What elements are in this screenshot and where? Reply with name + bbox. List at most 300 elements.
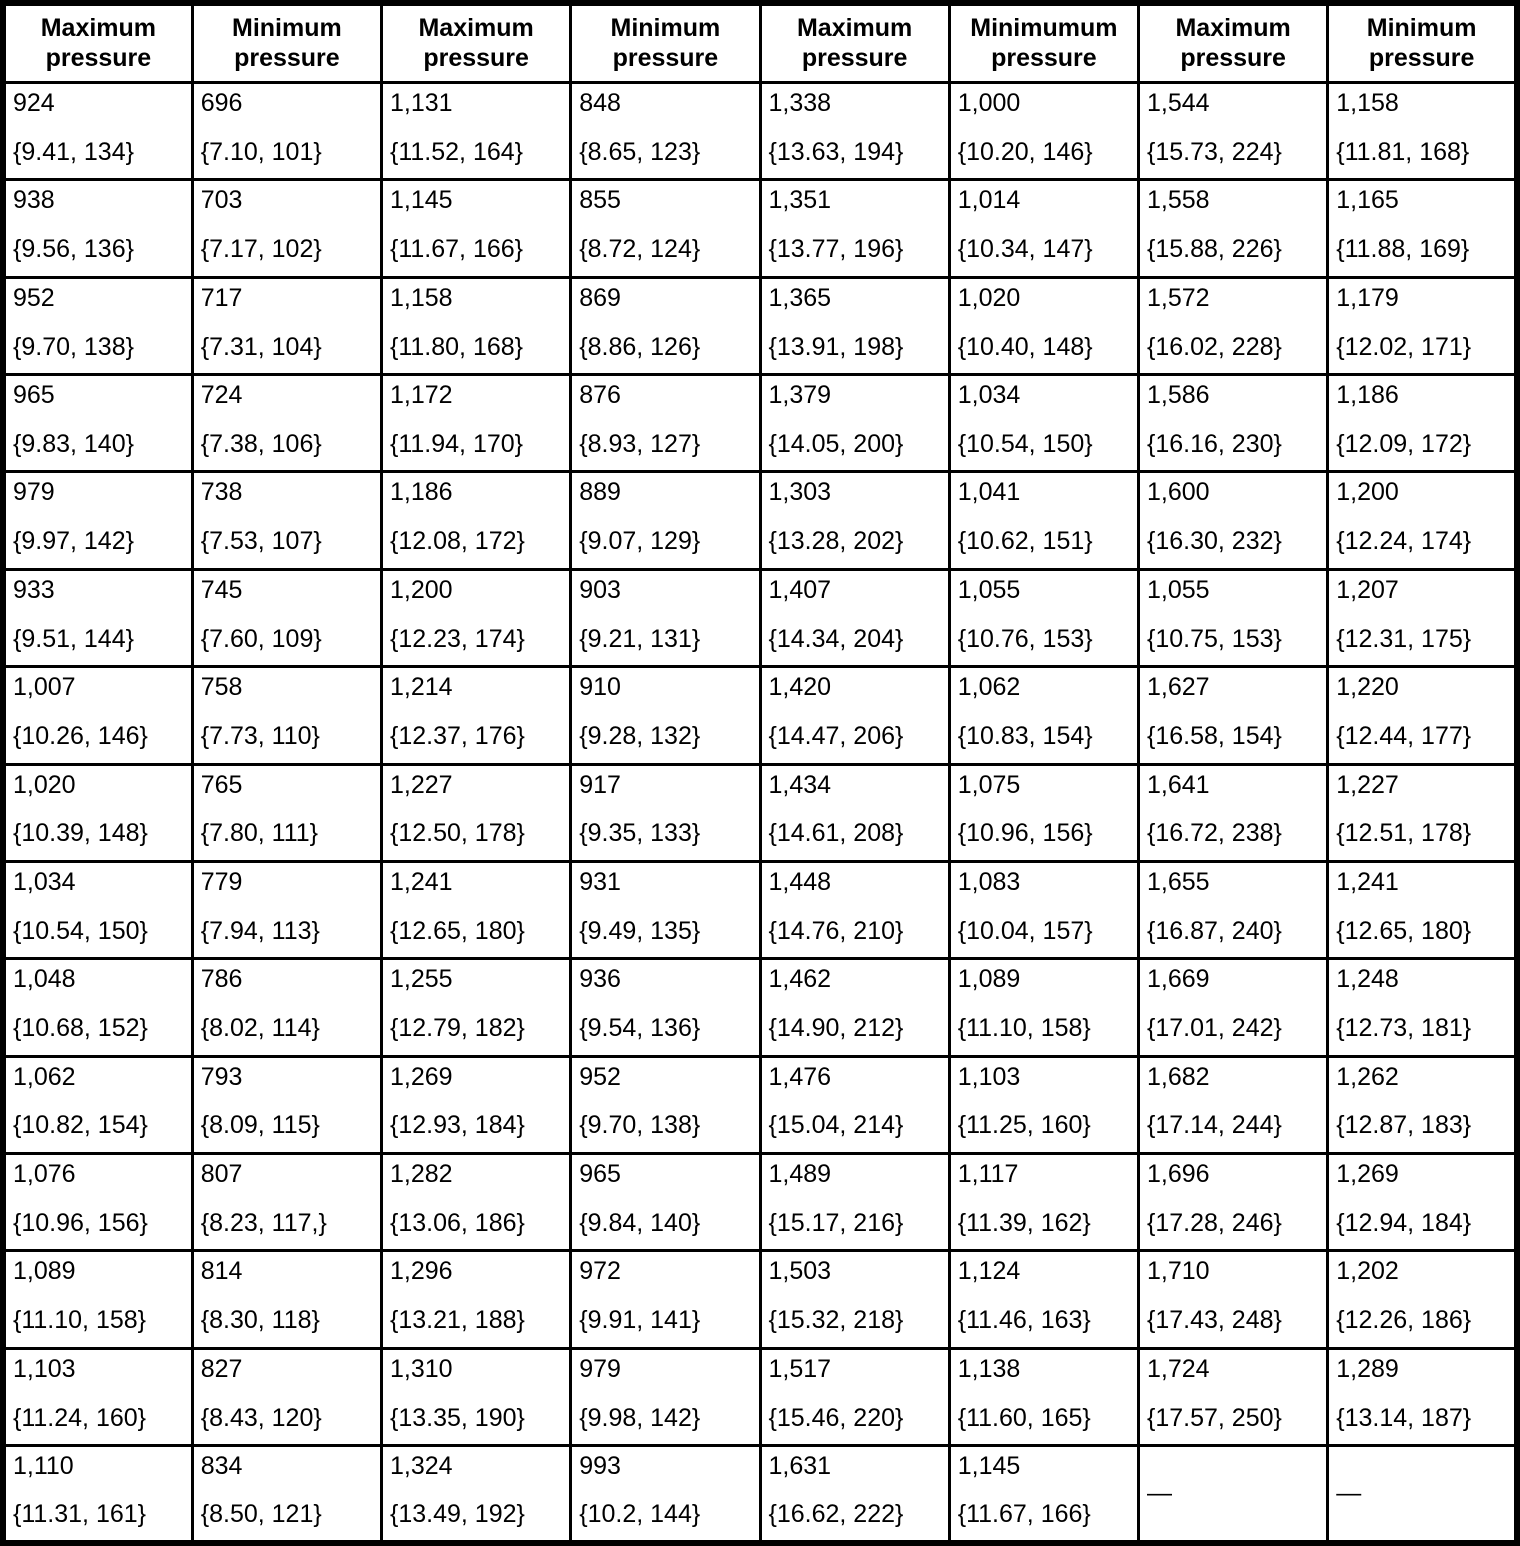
table-row [3,277,1517,374]
pressure-range: {11.60, 165} [957,1403,1091,1432]
column-header-8: Minimum pressure [1328,3,1517,83]
pressure-range: {11.46, 163} [957,1306,1091,1335]
pressure-range: {10.2, 144} [579,1499,701,1528]
pressure-range: {12.08, 172} [390,527,525,556]
pressure-cell [192,375,381,472]
pressure-range: {10.34, 147} [957,235,1093,264]
pressure-cell [1328,277,1517,374]
pressure-value: 1,103 [13,1354,76,1383]
pressure-value: 1,262 [1336,1062,1399,1091]
pressure-cell [1139,861,1328,958]
pressure-range: {10.04, 157} [957,916,1093,945]
pressure-range: {15.46, 220} [768,1403,904,1432]
pressure-cell [571,1056,760,1153]
pressure-range: {14.34, 204} [768,624,904,653]
pressure-cell [1139,764,1328,861]
pressure-range: {10.68, 152} [13,1014,148,1043]
pressure-value: 1,103 [957,1062,1021,1091]
pressure-range: {10.96, 156} [957,819,1093,848]
pressure-value: 793 [200,1062,243,1091]
pressure-range: {9.97, 142} [13,527,134,556]
pressure-cell [1328,667,1517,764]
header-row [3,3,1517,83]
pressure-value: 738 [200,478,243,507]
pressure-value: 924 [13,89,55,117]
pressure-value: 1,110 [13,1452,74,1481]
pressure-cell [192,861,381,958]
table-row [3,1348,1517,1445]
table-row [3,1153,1517,1250]
pressure-value: 765 [200,770,243,799]
pressure-cell [571,277,760,374]
pressure-range: {12.51, 178} [1336,819,1472,848]
pressure-value: 972 [579,1257,621,1286]
pressure-cell [3,1348,192,1445]
pressure-value: 979 [13,478,55,507]
pressure-value: 1,186 [1336,381,1399,410]
pressure-cell [382,375,571,472]
pressure-value: 696 [200,89,243,117]
pressure-cell [3,180,192,277]
pressure-value: 1,207 [1336,575,1399,604]
pressure-value: 1,448 [768,867,832,896]
pressure-value: 1,083 [957,867,1021,896]
pressure-range: {14.05, 200} [768,429,904,458]
table-row [3,1056,1517,1153]
pressure-value: 1,007 [13,673,76,702]
pressure-cell [1139,1153,1328,1250]
pressure-cell [192,1153,381,1250]
pressure-value: 848 [579,89,621,117]
pressure-range: {11.10, 158} [13,1306,147,1335]
pressure-cell [1328,472,1517,569]
pressure-cell [382,180,571,277]
pressure-cell [3,1251,192,1348]
pressure-range: {9.51, 144} [13,624,134,653]
pressure-range: {8.02, 114} [200,1014,320,1043]
pressure-cell [760,959,949,1056]
pressure-cell [192,180,381,277]
pressure-value: 855 [579,186,621,215]
pressure-range: {12.93, 184} [390,1111,525,1140]
no-data-dash: — [1147,1478,1172,1507]
pressure-range: {15.73, 224} [1147,137,1282,166]
pressure-cell [949,277,1138,374]
pressure-value: 745 [200,575,243,604]
pressure-range: {9.56, 136} [13,235,134,264]
pressure-cell [571,1348,760,1445]
pressure-cell [382,1153,571,1250]
pressure-value: 807 [200,1159,243,1188]
pressure-cell [3,375,192,472]
pressure-range: {17.57, 250} [1147,1403,1282,1432]
pressure-value: 1,476 [768,1062,832,1091]
pressure-cell [949,180,1138,277]
pressure-range: {10.39, 148} [13,819,148,848]
pressure-range: {12.44, 177} [1336,722,1472,751]
pressure-value: 1,186 [390,478,453,507]
pressure-cell [192,569,381,666]
pressure-range: {16.30, 232} [1147,527,1282,556]
pressure-cell [192,1446,381,1543]
pressure-cell [760,861,949,958]
pressure-value: 1,289 [1336,1354,1399,1383]
pressure-value: 979 [579,1354,621,1383]
pressure-range: {12.65, 180} [1336,916,1472,945]
pressure-range: {7.31, 104} [200,332,322,361]
pressure-value: 1,034 [957,381,1021,410]
pressure-value: 1,075 [957,770,1021,799]
pressure-value: 1,034 [13,867,76,896]
pressure-value: 1,000 [957,89,1021,117]
table-row [3,764,1517,861]
pressure-range: {13.35, 190} [390,1403,525,1432]
pressure-cell [3,959,192,1056]
pressure-range: {16.62, 222} [768,1499,904,1528]
pressure-range: {11.67, 166} [390,235,524,264]
column-header-7: Maximum pressure [1139,3,1328,83]
pressure-cell [949,667,1138,764]
pressure-value: 1,158 [390,283,453,312]
pressure-range: {9.91, 141} [579,1306,701,1335]
pressure-value: 1,138 [957,1354,1021,1383]
pressure-range: {7.80, 111} [200,819,318,848]
pressure-value: 1,214 [390,673,453,702]
pressure-value: 1,202 [1336,1257,1399,1286]
pressure-cell [949,764,1138,861]
pressure-value: 965 [579,1159,621,1188]
pressure-range: {9.49, 135} [579,916,701,945]
pressure-value: 933 [13,575,55,604]
pressure-value: 1,682 [1147,1062,1210,1091]
pressure-cell [571,180,760,277]
pressure-range: {15.32, 218} [768,1306,904,1335]
pressure-value: 889 [579,478,621,507]
pressure-range: {11.31, 161} [13,1499,147,1528]
pressure-cell [192,764,381,861]
pressure-cell [1328,959,1517,1056]
column-header-4: Minimum pressure [571,3,760,83]
pressure-cell [1328,1446,1517,1543]
pressure-value: 1,544 [1147,89,1210,117]
pressure-range: {8.43, 120} [200,1403,322,1432]
pressure-value: 952 [579,1062,621,1091]
pressure-range: {10.75, 153} [1147,624,1282,653]
pressure-value: 1,055 [957,575,1021,604]
pressure-cell [1328,764,1517,861]
pressure-range: {12.02, 171} [1336,332,1472,361]
table-row [3,569,1517,666]
pressure-range: {11.39, 162} [957,1208,1091,1237]
table-row [3,375,1517,472]
pressure-cell [760,1446,949,1543]
pressure-value: 1,062 [13,1062,76,1091]
pressure-value: 1,145 [390,186,453,215]
pressure-cell [571,861,760,958]
pressure-cell [760,277,949,374]
pressure-cell [3,667,192,764]
pressure-value: 1,600 [1147,478,1210,507]
pressure-cell [571,83,760,180]
pressure-range: {8.09, 115} [200,1111,320,1140]
pressure-cell [382,472,571,569]
pressure-range: {11.67, 166} [957,1499,1091,1528]
pressure-range: {7.73, 110} [200,722,320,751]
pressure-cell [1328,861,1517,958]
pressure-range: {16.02, 228} [1147,332,1282,361]
pressure-range: {12.26, 186} [1336,1306,1472,1335]
pressure-range: {12.50, 178} [390,819,525,848]
table-row [3,1251,1517,1348]
pressure-range: {9.84, 140} [579,1208,701,1237]
pressure-value: 876 [579,381,621,410]
pressure-cell [1139,667,1328,764]
pressure-cell [1139,83,1328,180]
pressure-cell [1139,1056,1328,1153]
pressure-range: {13.28, 202} [768,527,904,556]
pressure-cell [1328,1251,1517,1348]
pressure-value: 993 [579,1452,621,1481]
pressure-cell [382,277,571,374]
column-header-6: Minimumum pressure [949,3,1138,83]
pressure-cell [382,1056,571,1153]
pressure-value: 1,200 [390,575,453,604]
pressure-cell [760,667,949,764]
pressure-cell [1328,180,1517,277]
pressure-cell [949,569,1138,666]
pressure-cell [949,83,1138,180]
table-row [3,83,1517,180]
pressure-range: {12.37, 176} [390,722,525,751]
pressure-cell [1328,569,1517,666]
pressure-value: 931 [579,867,621,896]
pressure-range: {15.88, 226} [1147,235,1282,264]
pressure-range: {16.87, 240} [1147,916,1282,945]
pressure-cell [571,959,760,1056]
pressure-range: {9.07, 129} [579,527,701,556]
pressure-range: {9.35, 133} [579,819,701,848]
pressure-range: {8.30, 118} [200,1306,320,1335]
pressure-value: 1,179 [1336,283,1399,312]
pressure-cell [760,375,949,472]
pressure-range: {11.94, 170} [390,429,524,458]
pressure-cell [192,1056,381,1153]
pressure-value: 779 [200,867,243,896]
pressure-range: {17.28, 246} [1147,1208,1282,1237]
pressure-value: 1,145 [957,1452,1021,1481]
pressure-value: 1,062 [957,673,1021,702]
pressure-range: {7.17, 102} [200,235,322,264]
pressure-value: 1,351 [768,186,832,215]
pressure-range: {16.16, 230} [1147,429,1282,458]
pressure-range: {17.01, 242} [1147,1014,1282,1043]
pressure-range: {11.24, 160} [13,1403,147,1432]
pressure-range: {11.80, 168} [390,332,524,361]
pressure-cell [1139,472,1328,569]
pressure-cell [192,1348,381,1445]
pressure-value: 1,338 [768,89,832,117]
pressure-cell [3,569,192,666]
pressure-cell [192,83,381,180]
pressure-range: {9.28, 132} [579,722,701,751]
pressure-value: 936 [579,965,621,994]
pressure-cell [949,472,1138,569]
pressure-range: {10.40, 148} [957,332,1093,361]
pressure-range: {12.31, 175} [1336,624,1472,653]
pressure-value: 1,420 [768,673,832,702]
pressure-value: 1,089 [957,965,1021,994]
pressure-value: 1,117 [957,1159,1019,1188]
pressure-range: {9.21, 131} [579,624,701,653]
pressure-range: {11.52, 164} [390,137,524,166]
pressure-value: 1,558 [1147,186,1210,215]
pressure-cell [949,1251,1138,1348]
pressure-value: 1,089 [13,1257,76,1286]
pressure-range: {7.38, 106} [200,429,322,458]
pressure-range: {9.83, 140} [13,429,134,458]
pressure-cell [949,1056,1138,1153]
pressure-cell [1139,1251,1328,1348]
pressure-value: 1,241 [390,867,453,896]
pressure-range: {12.87, 183} [1336,1111,1472,1140]
pressure-range: {12.79, 182} [390,1014,525,1043]
pressure-value: 1,586 [1147,381,1210,410]
pressure-cell [3,861,192,958]
pressure-range: {15.04, 214} [768,1111,904,1140]
table-row [3,472,1517,569]
pressure-value: 903 [579,575,621,604]
pressure-value: 1,631 [768,1452,832,1481]
pressure-range: {9.98, 142} [579,1403,701,1432]
table-row [3,959,1517,1056]
pressure-value: 1,048 [13,965,76,994]
pressure-range: {8.65, 123} [579,137,701,166]
pressure-cell [382,1348,571,1445]
pressure-cell [571,764,760,861]
pressure-range: {10.20, 146} [957,137,1093,166]
pressure-cell [949,861,1138,958]
pressure-value: 1,172 [390,381,453,410]
pressure-value: 1,310 [390,1354,453,1383]
pressure-cell [760,1056,949,1153]
pressure-cell [760,83,949,180]
pressure-value: 1,020 [957,283,1021,312]
pressure-cell [382,1446,571,1543]
pressure-cell [760,472,949,569]
pressure-range: {7.94, 113} [200,916,320,945]
pressure-range: {7.60, 109} [200,624,322,653]
table-row [3,180,1517,277]
pressure-value: 1,724 [1147,1354,1210,1383]
pressure-value: 1,517 [768,1354,832,1383]
pressure-range: {10.62, 151} [957,527,1093,556]
pressure-cell [3,1056,192,1153]
pressure-value: 1,696 [1147,1159,1210,1188]
pressure-cell [949,1348,1138,1445]
pressure-range: {8.93, 127} [579,429,701,458]
pressure-cell [1139,375,1328,472]
pressure-cell [192,1251,381,1348]
pressure-value: 827 [200,1354,243,1383]
pressure-range: {14.61, 208} [768,819,904,848]
pressure-range: {13.77, 196} [768,235,904,264]
table-row [3,861,1517,958]
pressure-cell [949,375,1138,472]
pressure-value: 1,131 [390,89,453,117]
pressure-value: 758 [200,673,243,702]
no-data-dash: — [1336,1478,1362,1507]
pressure-range: {11.81, 168} [1336,137,1470,166]
pressure-cell [382,569,571,666]
pressure-range: {17.43, 248} [1147,1306,1282,1335]
pressure-range: {10.83, 154} [957,722,1093,751]
pressure-value: 910 [579,673,621,702]
pressure-value: 1,055 [1147,575,1210,604]
pressure-value: 1,248 [1336,965,1399,994]
pressure-cell [1328,1056,1517,1153]
pressure-value: 1,020 [13,770,76,799]
pressure-value: 917 [579,770,621,799]
column-header-2: Minimum pressure [192,3,381,83]
pressure-cell [571,569,760,666]
pressure-range: {10.26, 146} [13,722,148,751]
pressure-cell [760,569,949,666]
pressure-cell [1328,1153,1517,1250]
pressure-cell [1139,959,1328,1056]
pressure-range: {10.96, 156} [13,1208,148,1237]
pressure-cell [760,1153,949,1250]
pressure-value: 1,165 [1336,186,1399,215]
pressure-cell [3,1153,192,1250]
pressure-value: 1,324 [390,1452,453,1481]
pressure-cell [760,1348,949,1445]
pressure-range: {16.58, 154} [1147,722,1282,751]
pressure-value: 1,503 [768,1257,832,1286]
pressure-range: {10.82, 154} [13,1111,148,1140]
pressure-cell [1139,1446,1328,1543]
pressure-range: {14.47, 206} [768,722,904,751]
pressure-range: {9.41, 134} [13,137,134,166]
pressure-cell [760,180,949,277]
pressure-value: 1,220 [1336,673,1399,702]
pressure-value: 1,655 [1147,867,1210,896]
pressure-value: 834 [200,1452,243,1481]
pressure-range: {17.14, 244} [1147,1111,1282,1140]
pressure-range: {10.54, 150} [13,916,148,945]
pressure-cell [571,667,760,764]
pressure-range: {16.72, 238} [1147,819,1282,848]
pressure-range: {12.73, 181} [1336,1014,1472,1043]
pressure-range: {13.63, 194} [768,137,904,166]
pressure-range: {13.91, 198} [768,332,904,361]
pressure-cell [382,861,571,958]
pressure-cell [571,1251,760,1348]
pressure-cell [192,667,381,764]
pressure-range: {12.94, 184} [1336,1208,1472,1237]
pressure-range: {13.06, 186} [390,1208,525,1237]
pressure-cell [571,1153,760,1250]
pressure-range: {8.72, 124} [579,235,701,264]
pressure-value: 1,303 [768,478,832,507]
pressure-value: 1,269 [390,1062,453,1091]
pressure-value: 965 [13,381,55,410]
pressure-cell [382,83,571,180]
pressure-value: 1,489 [768,1159,832,1188]
pressure-cell [949,1446,1138,1543]
pressure-cell [1139,1348,1328,1445]
pressure-cell [3,472,192,569]
table-row [3,667,1517,764]
